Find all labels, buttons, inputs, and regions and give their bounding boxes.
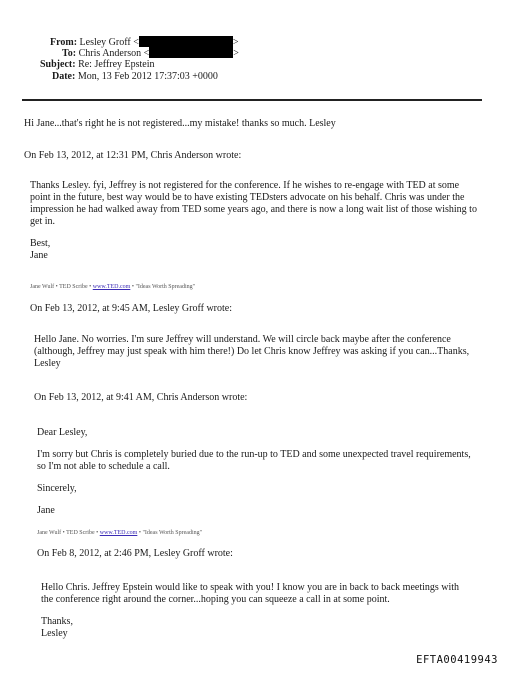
message-signature-name: Jane	[37, 505, 55, 516]
email-signature	[30, 283, 195, 291]
message-line: so I'm not able to schedule a call.	[37, 461, 170, 472]
message-line: the conference right around the corner...hoping you can squeeze a call in at some point.	[41, 594, 390, 605]
ted-link[interactable]: www.TED.com	[92, 284, 131, 290]
signature-text: Jane Wulf • TED Scribe •	[30, 284, 93, 290]
document-id: EFTA00419943	[416, 654, 498, 666]
from-label: From:	[50, 37, 78, 48]
from-value: Lesley Groff <	[79, 37, 139, 48]
signature-tagline: • "Ideas Worth Spreading"	[130, 284, 196, 290]
subject-label: Subject:	[40, 59, 76, 70]
message-line: impression he had walked away from TED some years ago, and there is now a long wait list of those wishing to	[30, 204, 477, 215]
message-line: get in.	[30, 216, 55, 227]
header-divider	[22, 99, 482, 101]
date-row	[52, 71, 218, 83]
subject-value: Re: Jeffrey Epstein	[78, 59, 155, 70]
email-signature	[37, 529, 202, 537]
message-line: Lesley	[34, 358, 61, 369]
message-line: (although, Jeffrey may just speak with him there!) Do let Chris know Jeffrey was asking if you can...Thanks,	[34, 346, 470, 357]
date-value: Mon, 13 Feb 2012 17:37:03 +0000	[77, 71, 218, 82]
signature-tagline: • "Ideas Worth Spreading"	[137, 530, 203, 536]
message-signature-name: Lesley	[41, 628, 68, 639]
date-label: Date:	[52, 71, 76, 82]
quote-header-2: On Feb 13, 2012, at 9:45 AM, Lesley Groff wrote:	[30, 303, 233, 314]
message-closing: Best,	[30, 238, 51, 249]
message-line: point in the future, best way would be to have existing TEDsters advocate on his behalf. Chris was under the	[30, 192, 465, 203]
ted-link[interactable]: www.TED.com	[99, 530, 138, 536]
message-line: Hello Jane. No worries. I'm sure Jeffrey will understand. We will circle back maybe after the conference	[34, 334, 451, 345]
message-closing: Thanks,	[41, 616, 73, 627]
redaction-box	[139, 36, 233, 47]
message-signature-name: Jane	[30, 250, 48, 261]
subject-row	[40, 59, 155, 71]
message-closing: Sincerely,	[37, 483, 77, 494]
to-value: Chris Anderson <	[78, 48, 150, 59]
quote-header-1: On Feb 13, 2012, at 12:31 PM, Chris Anderson wrote:	[24, 150, 242, 161]
quote-header-3: On Feb 13, 2012, at 9:41 AM, Chris Anderson wrote:	[34, 392, 248, 403]
to-label: To:	[62, 48, 77, 59]
to-tail: >	[233, 48, 239, 59]
signature-text: Jane Wulf • TED Scribe •	[37, 530, 100, 536]
message-greeting: Dear Lesley,	[37, 427, 88, 438]
message-line: I'm sorry but Chris is completely buried due to the run-up to TED and some unexpected travel requirements,	[37, 449, 471, 460]
from-tail: >	[232, 37, 239, 48]
redaction-box	[149, 47, 233, 58]
message-line: Hello Chris. Jeffrey Epstein would like to speak with you! I know you are in back to back meetings with	[41, 582, 460, 593]
message-1: Hi Jane...that's right he is not registered...my mistake! thanks so much. Lesley	[24, 118, 336, 129]
quote-header-4: On Feb 8, 2012, at 2:46 PM, Lesley Groff wrote:	[37, 548, 233, 559]
message-line: Thanks Lesley. fyi, Jeffrey is not registered for the conference. If he wishes to re-engage with TED at some	[30, 180, 460, 191]
